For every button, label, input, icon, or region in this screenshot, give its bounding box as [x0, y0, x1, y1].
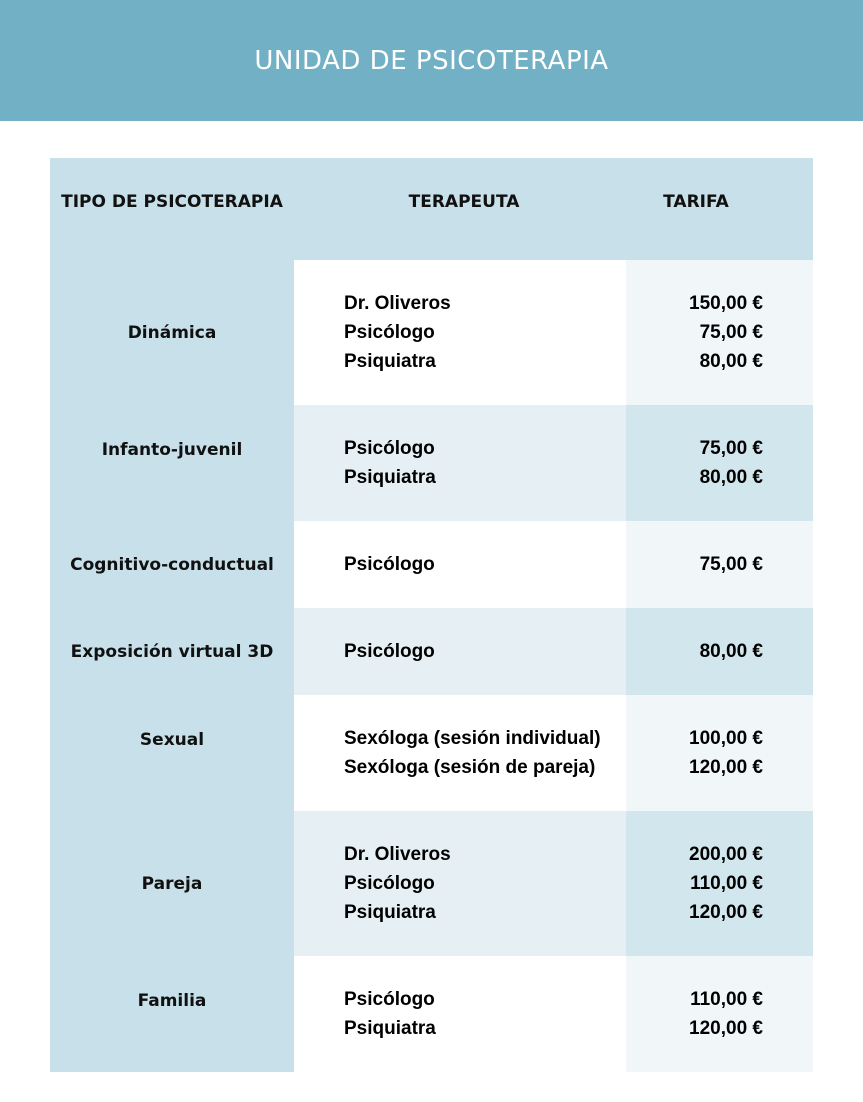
tarifa-value: 110,00 € — [690, 989, 763, 1010]
row-tarifas — [626, 260, 763, 405]
terapeuta-name: Psicólogo — [344, 989, 435, 1010]
terapeuta-name: Psicólogo — [344, 438, 435, 459]
row-terapeutas — [344, 956, 626, 1072]
terapeuta-name: Psicólogo — [344, 641, 435, 662]
tarifa-value: 100,00 € — [689, 728, 763, 749]
column-header-terapeuta: TERAPEUTA — [408, 191, 520, 212]
terapeuta-name: Psiquiatra — [344, 902, 436, 923]
terapeuta-name: Sexóloga (sesión de pareja) — [344, 757, 596, 778]
tarifa-value: 75,00 € — [699, 554, 763, 575]
row-tarifas — [626, 405, 763, 521]
row-tipo: Exposición virtual 3D — [70, 641, 274, 662]
tarifa-value: 75,00 € — [699, 322, 763, 343]
row-tarifas — [626, 956, 763, 1072]
terapeuta-name: Sexóloga (sesión individual) — [344, 728, 601, 749]
page-title: UNIDAD DE PSICOTERAPIA — [254, 45, 609, 76]
terapeuta-name: Psiquiatra — [344, 467, 436, 488]
terapeuta-name: Psiquiatra — [344, 1018, 436, 1039]
row-tipo: Familia — [137, 991, 207, 1011]
page-header — [0, 0, 863, 121]
row-tipo: Cognitivo-conductual — [70, 554, 274, 575]
tarifa-value: 80,00 € — [699, 351, 763, 372]
tarifa-value: 110,00 € — [690, 873, 763, 894]
row-tarifas — [626, 811, 763, 956]
tarifa-value: 120,00 € — [689, 902, 763, 923]
column-header-tipo: TIPO DE PSICOTERAPIA — [61, 191, 283, 212]
tarifa-value: 80,00 € — [699, 641, 763, 662]
row-tarifas — [626, 695, 763, 811]
column-header-tarifa: TARIFA — [663, 191, 729, 212]
row-terapeutas — [344, 260, 626, 405]
terapeuta-name: Dr. Oliveros — [344, 844, 451, 865]
row-terapeutas — [344, 405, 626, 521]
row-terapeutas — [344, 608, 626, 695]
row-terapeutas — [344, 811, 626, 956]
row-tarifas — [626, 521, 763, 608]
row-tipo: Infanto-juvenil — [101, 440, 243, 460]
tarifa-value: 120,00 € — [689, 757, 763, 778]
terapeuta-name: Psicólogo — [344, 554, 435, 575]
tarifa-value: 80,00 € — [699, 467, 763, 488]
terapeuta-name: Psiquiatra — [344, 351, 436, 372]
terapeuta-name: Psicólogo — [344, 322, 435, 343]
tarifa-value: 200,00 € — [689, 844, 763, 865]
terapeuta-name: Dr. Oliveros — [344, 293, 451, 314]
row-tipo: Pareja — [141, 873, 203, 894]
row-terapeutas — [344, 695, 626, 811]
row-terapeutas — [344, 521, 626, 608]
terapeuta-name: Psicólogo — [344, 873, 435, 894]
tarifa-value: 150,00 € — [689, 293, 763, 314]
row-tipo: Sexual — [139, 730, 205, 750]
row-tarifas — [626, 608, 763, 695]
row-tipo: Dinámica — [127, 322, 217, 343]
tarifa-value: 120,00 € — [689, 1018, 763, 1039]
tarifa-value: 75,00 € — [699, 438, 763, 459]
